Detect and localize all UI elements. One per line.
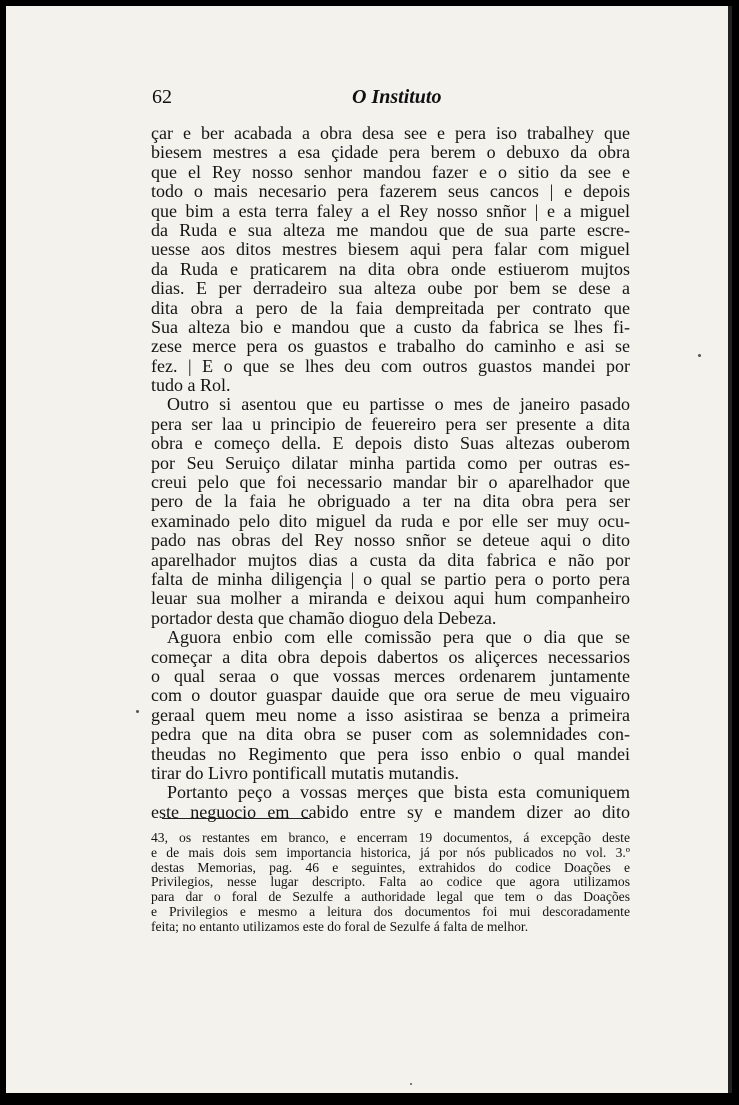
footnote	[151, 831, 630, 935]
body-text	[151, 124, 630, 822]
text-line: por Seu Seruiço dilatar minha partida como per outras es-	[151, 453, 630, 473]
text-line: aparelhador mujtos dias a custa da dita fabrica e não por	[151, 550, 630, 570]
text-line: que el Rey nosso senhor mandou fazer e o sitio da see e	[151, 162, 630, 182]
text-line: pedra que na dita obra se puser com as solemnidades con-	[151, 725, 630, 745]
print-speck	[698, 354, 701, 357]
footnote-line: 43, os restantes em branco, e encerram 19 documentos, á excepção deste	[151, 831, 630, 845]
text-line: tirar do Livro pontificall mutatis mutandis.	[151, 763, 459, 783]
text-line: este neguocio em cabido entre sy e mandem dizer ao dito	[151, 802, 630, 822]
text-line: da Ruda e sua alteza me mandou que de sua parte escre-	[151, 220, 630, 240]
text-line: dita obra a pero de la faia dempreitada per contrato que	[151, 298, 630, 318]
print-speck	[410, 1083, 412, 1085]
text-line: theudas no Regimento que pera isso enbio o qual mandei	[151, 744, 630, 764]
text-line: todo o mais necesario pera fazerem seus cancos | e depois	[151, 182, 630, 202]
text-line: examinado pelo dito miguel da ruda e por elle ser muy ocu-	[151, 511, 630, 531]
text-line: creui pelo que foi necessario mandar bir o aparelhador que	[151, 473, 630, 493]
text-line: dias. E per derradeiro sua alteza oube por bem se dese a	[151, 279, 630, 299]
text-line: Outro si asentou que eu partisse o mes de janeiro pasado	[167, 395, 630, 415]
text-line: Portanto peço a vossas merçes que bista esta comuniquem	[167, 783, 630, 803]
text-line: pero de la faia he obriguado a ter na dita obra pera ser	[151, 492, 630, 512]
text-line: fez. | E o que se lhes deu com outros guastos mandei por	[151, 356, 630, 376]
footnote-line: feita; no entanto utilizamos este do foral de Sezulfe á falta de melhor.	[151, 919, 529, 934]
footnote-line: destas Memorias, pag. 46 e seguintes, extrahidos do codice Doações e	[151, 860, 630, 875]
text-line: geraal quem meu nome a isso asistiraa se benza a primeira	[151, 705, 630, 725]
footnote-line: e de mais dois sem importancia historica, já por nós publicados no vol. 3.º	[151, 845, 630, 860]
text-line: portador desta que chamão dioguo dela Debeza.	[151, 608, 497, 628]
book-page	[6, 6, 732, 1093]
text-line: obra e começo della. E depois disto Suas altezas ouberom	[151, 434, 630, 454]
text-line: biesem mestres a esa çidade pera berem o debuxo da obra	[151, 143, 630, 163]
text-line: o qual seraa o que vossas merces ordenarem juntamente	[151, 666, 630, 686]
text-line: que bim a esta terra faley a el Rey nosso snñor | e a miguel	[151, 201, 630, 221]
text-line: falta de minha diligençia | o qual se partio pera o porto pera	[151, 569, 630, 589]
text-line: começar a dita obra depois dabertos os aliçerces necessarios	[151, 647, 630, 667]
text-line: zese merce pera os guastos e trabalho do caminho e asi se	[151, 337, 630, 357]
text-line: çar e ber acabada a obra desa see e pera iso trabalhey que	[151, 124, 630, 143]
print-speck	[136, 710, 139, 713]
footnote-line: Privilegios, nesse lugar descripto. Falta ao codice que agora utilizamos	[151, 875, 630, 890]
text-line: pado nas obras del Rey nosso snñor se deteue aqui o dito	[151, 531, 630, 551]
text-line: tudo a Rol.	[151, 376, 231, 396]
page-number: 62	[152, 86, 172, 108]
text-line: da Ruda e praticarem na dita obra onde estiuerom mujtos	[151, 259, 630, 279]
text-line: pera ser laa u principio de feuereiro pera ser presente a dita	[151, 414, 630, 434]
text-line: leuar sua molher a miranda e deixou aqui hum companheiro	[151, 589, 630, 609]
footnote-line: e Privilegios e mesmo a leitura dos documentos foi mui descoradamente	[151, 904, 630, 919]
running-title: O Instituto	[352, 86, 442, 108]
text-line: com o doutor guaspar dauide que ora serue de meu viguairo	[151, 686, 630, 706]
footnote-divider	[162, 818, 310, 819]
page-header	[152, 86, 632, 116]
text-line: Aguora enbio com elle comissão pera que o dia que se	[167, 628, 630, 648]
footnote-line: para dar o foral de Sezulfe a authoridade legal que tem o das Doações	[151, 890, 630, 905]
text-line: Sua alteza bio e mandou que a custo da fabrica se lhes fi-	[151, 317, 630, 337]
text-line: uesse aos ditos mestres biesem aqui pera falar com miguel	[151, 240, 630, 260]
